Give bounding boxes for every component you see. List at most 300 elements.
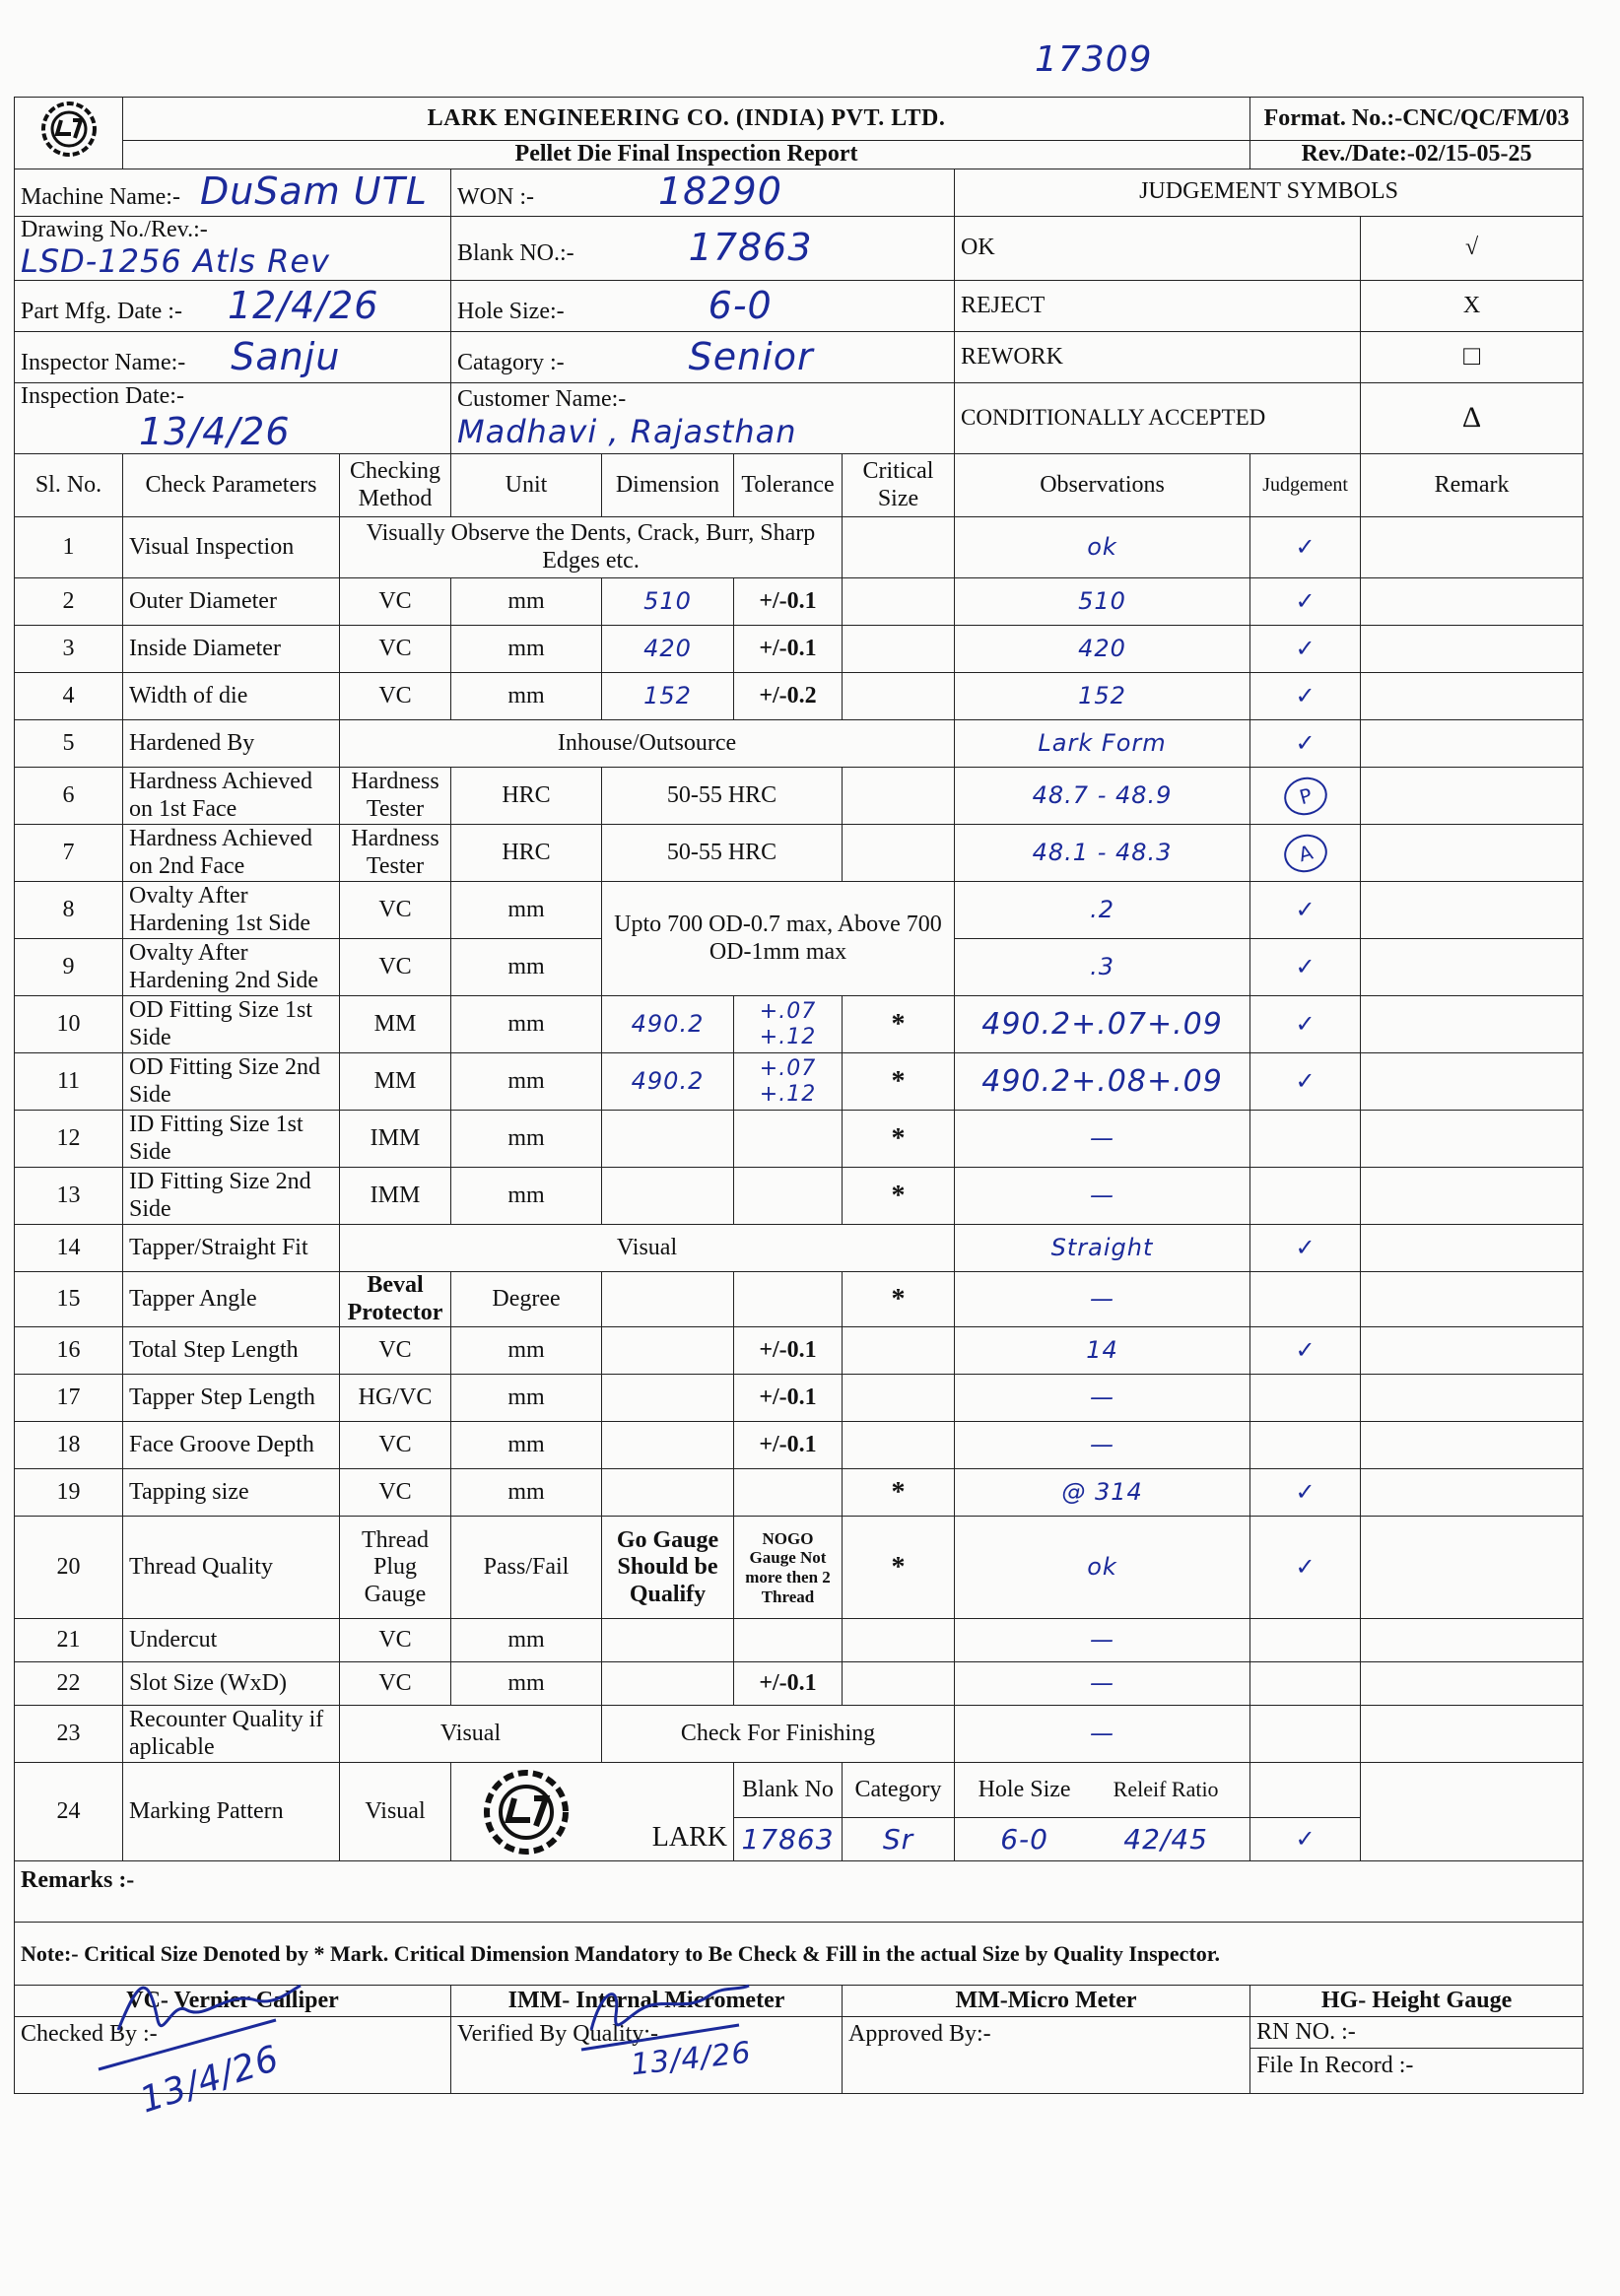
judgement-circle-mark: A [1279, 830, 1330, 877]
table-row [15, 517, 1584, 578]
row-observation: 490.2+.08+.09 [955, 1053, 1250, 1111]
row-method: IMM [340, 1168, 451, 1225]
row-sl: 6 [15, 768, 123, 825]
table-row [15, 768, 1584, 825]
row-method: VC [340, 1469, 451, 1517]
row-sl: 22 [15, 1662, 123, 1706]
row-observation: 490.2+.07+.09 [955, 996, 1250, 1053]
verified-by-label: Verified By Quality:- [457, 2021, 658, 2048]
row-observation: — [955, 1619, 1250, 1662]
row-judgement: ✓ [1250, 1053, 1361, 1111]
row-dimension [602, 1168, 734, 1225]
row-method: VC [340, 1327, 451, 1375]
row-sl: 11 [15, 1053, 123, 1111]
row-param: Tapper Angle [123, 1272, 340, 1327]
row-remark [1361, 1662, 1584, 1706]
row-remark [1361, 1375, 1584, 1422]
row-unit: mm [451, 939, 602, 996]
inspection-date-value: 13/4/26 [139, 409, 291, 453]
row-param: Visual Inspection [123, 517, 340, 578]
row-remark [1361, 578, 1584, 626]
column-header-row [15, 454, 1584, 517]
table-row [15, 673, 1584, 720]
row-judgement: ✓ [1250, 578, 1361, 626]
row-sl: 17 [15, 1375, 123, 1422]
hole-size-value: 6-0 [708, 283, 773, 327]
table-row [15, 1375, 1584, 1422]
row-span-text: Visual [340, 1225, 955, 1272]
row-critical: * [843, 1517, 955, 1619]
row-observation: 14 [955, 1327, 1250, 1375]
row-sl: 9 [15, 939, 123, 996]
marking-hole-size: 6-0 [1000, 1822, 1048, 1856]
row-param: Slot Size (WxD) [123, 1662, 340, 1706]
row-dimension [602, 1327, 734, 1375]
row-observation: .2 [955, 882, 1250, 939]
symbol-ok-label: OK [955, 216, 1361, 280]
row-dimension: 50-55 HRC [602, 768, 843, 825]
row-dimension: Go Gauge Should be Qualify [602, 1517, 734, 1619]
row-sl: 4 [15, 673, 123, 720]
row-sl: 23 [15, 1706, 123, 1763]
row-judgement [1250, 1272, 1361, 1327]
row-param: Tapper Step Length [123, 1375, 340, 1422]
table-row [15, 1168, 1584, 1225]
row-unit: HRC [451, 825, 602, 882]
table-row [15, 578, 1584, 626]
row-unit: mm [451, 1168, 602, 1225]
row-method: VC [340, 939, 451, 996]
table-row [15, 1327, 1584, 1375]
row-observation: .3 [955, 939, 1250, 996]
row-tolerance: +/-0.2 [734, 673, 843, 720]
row-span-text: Inhouse/Outsource [340, 720, 955, 768]
row-remark [1361, 1469, 1584, 1517]
table-row [15, 882, 1584, 939]
row-method: MM [340, 1053, 451, 1111]
logo-cell [15, 98, 123, 169]
row-method: VC [340, 578, 451, 626]
row-param: Undercut [123, 1619, 340, 1662]
machine-name-value: DuSam UTL [199, 169, 428, 214]
row-tolerance: +/-0.1 [734, 578, 843, 626]
row-sl: 5 [15, 720, 123, 768]
blank-label: Blank NO.:- [457, 239, 574, 266]
row-remark [1361, 1053, 1584, 1111]
row-judgement: ✓ [1250, 882, 1361, 939]
row-method: IMM [340, 1111, 451, 1168]
table-row [15, 1422, 1584, 1469]
row-param: Outer Diameter [123, 578, 340, 626]
symbol-conditional-label: CONDITIONALLY ACCEPTED [955, 382, 1361, 453]
hole-size-label: Hole Size:- [457, 298, 565, 324]
checked-by-date: 13/4/26 [135, 2038, 285, 2122]
form-table [14, 97, 1584, 2094]
critical-note: Note:- Critical Size Denoted by * Mark. Critical Dimension Mandatory to Be Check & Fill in the actual Size by Quality Inspector. [15, 1923, 1584, 1986]
rev-date: Rev./Date:-02/15-05-25 [1250, 141, 1584, 169]
row-remark [1361, 825, 1584, 882]
row-method: VC [340, 1422, 451, 1469]
row-param: ID Fitting Size 1st Side [123, 1111, 340, 1168]
row-sl: 7 [15, 825, 123, 882]
row-tolerance: NOGO Gauge Not more then 2 Thread [734, 1517, 843, 1619]
symbol-rework-label: REWORK [955, 331, 1361, 382]
row-sl: 13 [15, 1168, 123, 1225]
legend-imm: IMM- Internal Micrometer [451, 1986, 843, 2017]
row-critical [843, 673, 955, 720]
row-sl: 3 [15, 626, 123, 673]
lark-gear-logo-icon [457, 1765, 595, 1859]
row-sl: 2 [15, 578, 123, 626]
row-observation: — [955, 1111, 1250, 1168]
table-row [15, 1706, 1584, 1763]
row-judgement [1250, 1422, 1361, 1469]
category-label: Catagory :- [457, 349, 565, 375]
row-critical [843, 1619, 955, 1662]
row-remark [1361, 996, 1584, 1053]
row-unit: mm [451, 1327, 602, 1375]
row-dimension [602, 1469, 734, 1517]
col-sl: Sl. No. [15, 454, 123, 517]
table-row [15, 996, 1584, 1053]
row-tolerance [734, 1469, 843, 1517]
symbol-rework-mark: □ [1361, 331, 1584, 382]
row-param: Tapping size [123, 1469, 340, 1517]
col-param: Check Parameters [123, 454, 340, 517]
row-tolerance: +/-0.1 [734, 626, 843, 673]
symbol-conditional-mark: Δ [1361, 382, 1584, 453]
row-param: Thread Quality [123, 1517, 340, 1619]
row-observation: ok [955, 1517, 1250, 1619]
row-unit: mm [451, 1111, 602, 1168]
row-param: Ovalty After Hardening 2nd Side [123, 939, 340, 996]
table-row [15, 1517, 1584, 1619]
blank-field [451, 216, 955, 280]
drawing-value: LSD-1256 Atls Rev [21, 242, 330, 281]
company-name: LARK ENGINEERING CO. (INDIA) PVT. LTD. [123, 98, 1250, 141]
row-observation: 152 [955, 673, 1250, 720]
row-critical [843, 1375, 955, 1422]
row-method: Hardness Tester [340, 825, 451, 882]
row-observation: — [955, 1706, 1250, 1763]
row-observation: — [955, 1662, 1250, 1706]
row-critical [843, 578, 955, 626]
row-judgement-top [1250, 1763, 1361, 1818]
table-row [15, 1111, 1584, 1168]
row-critical [843, 1327, 955, 1375]
category-value: Senior [688, 334, 814, 378]
row-judgement: ✓ [1250, 720, 1361, 768]
row-dimension [602, 1272, 734, 1327]
row-tolerance: +/-0.1 [734, 1662, 843, 1706]
drawing-field [15, 216, 451, 280]
row-judgement: ✓ [1250, 1517, 1361, 1619]
report-title: Pellet Die Final Inspection Report [123, 141, 1250, 169]
row-sl: 18 [15, 1422, 123, 1469]
row-unit: mm [451, 1375, 602, 1422]
row-judgement: ✓ [1250, 517, 1361, 578]
part-mfg-field [15, 280, 451, 331]
row-tolerance: +/-0.1 [734, 1422, 843, 1469]
row-observation: 420 [955, 626, 1250, 673]
row-remark [1361, 1327, 1584, 1375]
row-observation: — [955, 1272, 1250, 1327]
row-observation: @ 314 [955, 1469, 1250, 1517]
row-unit: mm [451, 1662, 602, 1706]
row-remark [1361, 1517, 1584, 1619]
table-row [15, 1469, 1584, 1517]
marking-releif-ratio: 42/45 [1123, 1822, 1208, 1856]
row-observation: 48.7 - 48.9 [955, 768, 1250, 825]
row-sl: 12 [15, 1111, 123, 1168]
row-param: Ovalty After Hardening 1st Side [123, 882, 340, 939]
col-observations: Observations [955, 454, 1250, 517]
row-dimension [602, 1619, 734, 1662]
row-remark [1361, 1706, 1584, 1763]
row-unit: mm [451, 882, 602, 939]
col-method: Checking Method [340, 454, 451, 517]
symbol-ok-mark: √ [1361, 216, 1584, 280]
won-field [451, 169, 955, 216]
sub-headers-group [955, 1763, 1250, 1818]
customer-label: Customer Name:- [457, 386, 627, 413]
row-method: Hardness Tester [340, 768, 451, 825]
row-dimension: 490.2 [602, 996, 734, 1053]
lark-text: LARK [651, 1821, 727, 1853]
format-number: Format. No.:-CNC/QC/FM/03 [1250, 98, 1584, 141]
table-row [15, 825, 1584, 882]
row-method: VC [340, 1619, 451, 1662]
row-dimension [602, 1111, 734, 1168]
row-observation: 48.1 - 48.3 [955, 825, 1250, 882]
row-critical [843, 517, 955, 578]
row-param: Tapper/Straight Fit [123, 1225, 340, 1272]
table-row [15, 626, 1584, 673]
col-tolerance: Tolerance [734, 454, 843, 517]
row-remark [1361, 1422, 1584, 1469]
row-dimension [602, 1422, 734, 1469]
ovalty-limit: Upto 700 OD-0.7 max, Above 700 OD-1mm max [602, 882, 955, 996]
row-unit: Pass/Fail [451, 1517, 602, 1619]
row-observation: ok [955, 517, 1250, 578]
row-check: Check For Finishing [602, 1706, 955, 1763]
row-tolerance: +.07 +.12 [734, 996, 843, 1053]
row-remark [1361, 768, 1584, 825]
row-remark [1361, 720, 1584, 768]
row-method: Thread Plug Gauge [340, 1517, 451, 1619]
row-param: Width of die [123, 673, 340, 720]
marking-logo-cell [451, 1763, 734, 1861]
legend-vc: VC- Vernier Calliper [15, 1986, 451, 2017]
row-judgement [1250, 825, 1361, 882]
marking-row [15, 1763, 1584, 1818]
inspector-label: Inspector Name:- [21, 349, 186, 375]
marking-values-group [955, 1818, 1250, 1861]
table-row [15, 1053, 1584, 1111]
row-remark [1361, 626, 1584, 673]
row-unit: mm [451, 1469, 602, 1517]
row-observation: Lark Form [955, 720, 1250, 768]
row-sl: 14 [15, 1225, 123, 1272]
approved-by-cell [843, 2017, 1250, 2094]
table-row [15, 1619, 1584, 1662]
row-param: Inside Diameter [123, 626, 340, 673]
row-tolerance [734, 1168, 843, 1225]
verified-by-date: 13/4/26 [629, 2035, 754, 2083]
row-observation: 510 [955, 578, 1250, 626]
row-critical [843, 825, 955, 882]
sub-header-releif-ratio: Releif Ratio [1113, 1777, 1219, 1802]
row-tolerance: +/-0.1 [734, 1375, 843, 1422]
row-sl: 10 [15, 996, 123, 1053]
judgement-circle-mark: P [1279, 773, 1330, 820]
row-judgement [1250, 1619, 1361, 1662]
row-remark [1361, 1111, 1584, 1168]
row-tolerance: +/-0.1 [734, 1327, 843, 1375]
row-remark [1361, 1168, 1584, 1225]
row-critical [843, 1662, 955, 1706]
row-unit: mm [451, 626, 602, 673]
row-judgement: ✓ [1250, 996, 1361, 1053]
row-critical [843, 768, 955, 825]
row-tolerance: +.07 +.12 [734, 1053, 843, 1111]
row-judgement [1250, 1168, 1361, 1225]
row-remark [1361, 517, 1584, 578]
row-remark [1361, 1272, 1584, 1327]
row-unit: mm [451, 1053, 602, 1111]
row-param: Hardness Achieved on 2nd Face [123, 825, 340, 882]
row-dimension [602, 1375, 734, 1422]
row-unit: mm [451, 1619, 602, 1662]
won-label: WON :- [457, 184, 534, 211]
row-tolerance [734, 1619, 843, 1662]
document-number: 17309 [1035, 39, 1153, 80]
row-judgement: ✓ [1250, 1225, 1361, 1272]
row-dimension: 50-55 HRC [602, 825, 843, 882]
row-judgement [1250, 768, 1361, 825]
drawing-label: Drawing No./Rev.:- [21, 216, 208, 242]
row-method: Visual [340, 1706, 602, 1763]
row-dimension: 152 [602, 673, 734, 720]
row-observation: — [955, 1422, 1250, 1469]
row-sl: 15 [15, 1272, 123, 1327]
legend-mm: MM-Micro Meter [843, 1986, 1250, 2017]
row-judgement [1250, 1111, 1361, 1168]
row-critical: * [843, 1053, 955, 1111]
inspector-value: Sanju [231, 334, 341, 378]
row-sl: 1 [15, 517, 123, 578]
row-method: Visual [340, 1763, 451, 1861]
row-judgement [1250, 1375, 1361, 1422]
row-tolerance [734, 1272, 843, 1327]
row-sl: 8 [15, 882, 123, 939]
inspection-form [14, 97, 1583, 2079]
legend-hg: HG- Height Gauge [1250, 1986, 1584, 2017]
row-method: VC [340, 673, 451, 720]
row-judgement: ✓ [1250, 939, 1361, 996]
category-field [451, 331, 955, 382]
row-observation: — [955, 1168, 1250, 1225]
row-unit: HRC [451, 768, 602, 825]
sub-header-hole-size: Hole Size [978, 1777, 1071, 1803]
row-method: VC [340, 1662, 451, 1706]
row-dimension: 510 [602, 578, 734, 626]
row-unit: mm [451, 673, 602, 720]
row-unit: mm [451, 996, 602, 1053]
row-param: Hardness Achieved on 1st Face [123, 768, 340, 825]
table-row [15, 1272, 1584, 1327]
table-row [15, 720, 1584, 768]
row-param: Face Groove Depth [123, 1422, 340, 1469]
approved-by-label: Approved By:- [848, 2021, 991, 2048]
inspection-date-label: Inspection Date:- [21, 382, 184, 409]
col-dimension: Dimension [602, 454, 734, 517]
row-observation: Straight [955, 1225, 1250, 1272]
inspector-field [15, 331, 451, 382]
row-remark [1361, 939, 1584, 996]
row-observation: — [955, 1375, 1250, 1422]
row-remark [1361, 673, 1584, 720]
machine-name-label: Machine Name:- [21, 184, 180, 211]
col-judgement: Judgement [1250, 454, 1361, 517]
sub-header-category: Category [843, 1763, 955, 1818]
row-param: ID Fitting Size 2nd Side [123, 1168, 340, 1225]
row-sl: 20 [15, 1517, 123, 1619]
checked-by-label: Checked By :- [21, 2021, 158, 2048]
row-tolerance [734, 1111, 843, 1168]
marking-blank-no: 17863 [734, 1818, 843, 1861]
table-row [15, 1662, 1584, 1706]
row-critical: * [843, 996, 955, 1053]
row-param: Marking Pattern [123, 1763, 340, 1861]
row-method: VC [340, 882, 451, 939]
row-judgement: ✓ [1250, 626, 1361, 673]
row-param: Total Step Length [123, 1327, 340, 1375]
row-remark [1361, 1225, 1584, 1272]
hole-size-field [451, 280, 955, 331]
row-remark [1361, 1763, 1584, 1861]
company-logo-icon [28, 99, 110, 160]
row-param: OD Fitting Size 2nd Side [123, 1053, 340, 1111]
symbol-reject-label: REJECT [955, 280, 1361, 331]
marking-category: Sr [843, 1818, 955, 1861]
row-remark [1361, 882, 1584, 939]
row-critical: * [843, 1111, 955, 1168]
row-sl: 19 [15, 1469, 123, 1517]
row-span-text: Visually Observe the Dents, Crack, Burr, Sharp Edges etc. [340, 517, 843, 578]
part-mfg-value: 12/4/26 [227, 283, 379, 327]
row-sl: 21 [15, 1619, 123, 1662]
row-critical: * [843, 1168, 955, 1225]
col-critical: Critical Size [843, 454, 955, 517]
row-judgement: ✓ [1250, 673, 1361, 720]
row-method: Beval Protector [340, 1272, 451, 1327]
row-method: HG/VC [340, 1375, 451, 1422]
row-param: Hardened By [123, 720, 340, 768]
col-unit: Unit [451, 454, 602, 517]
row-dimension: 420 [602, 626, 734, 673]
row-param: Recounter Quality if aplicable [123, 1706, 340, 1763]
row-critical: * [843, 1469, 955, 1517]
row-critical [843, 1422, 955, 1469]
row-unit: mm [451, 578, 602, 626]
part-mfg-label: Part Mfg. Date :- [21, 298, 182, 324]
inspection-date-field [15, 382, 451, 453]
row-judgement: ✓ [1250, 1818, 1361, 1861]
row-judgement: ✓ [1250, 1469, 1361, 1517]
sub-header-blank-no: Blank No [734, 1763, 843, 1818]
remarks-label: Remarks :- [15, 1861, 1584, 1923]
